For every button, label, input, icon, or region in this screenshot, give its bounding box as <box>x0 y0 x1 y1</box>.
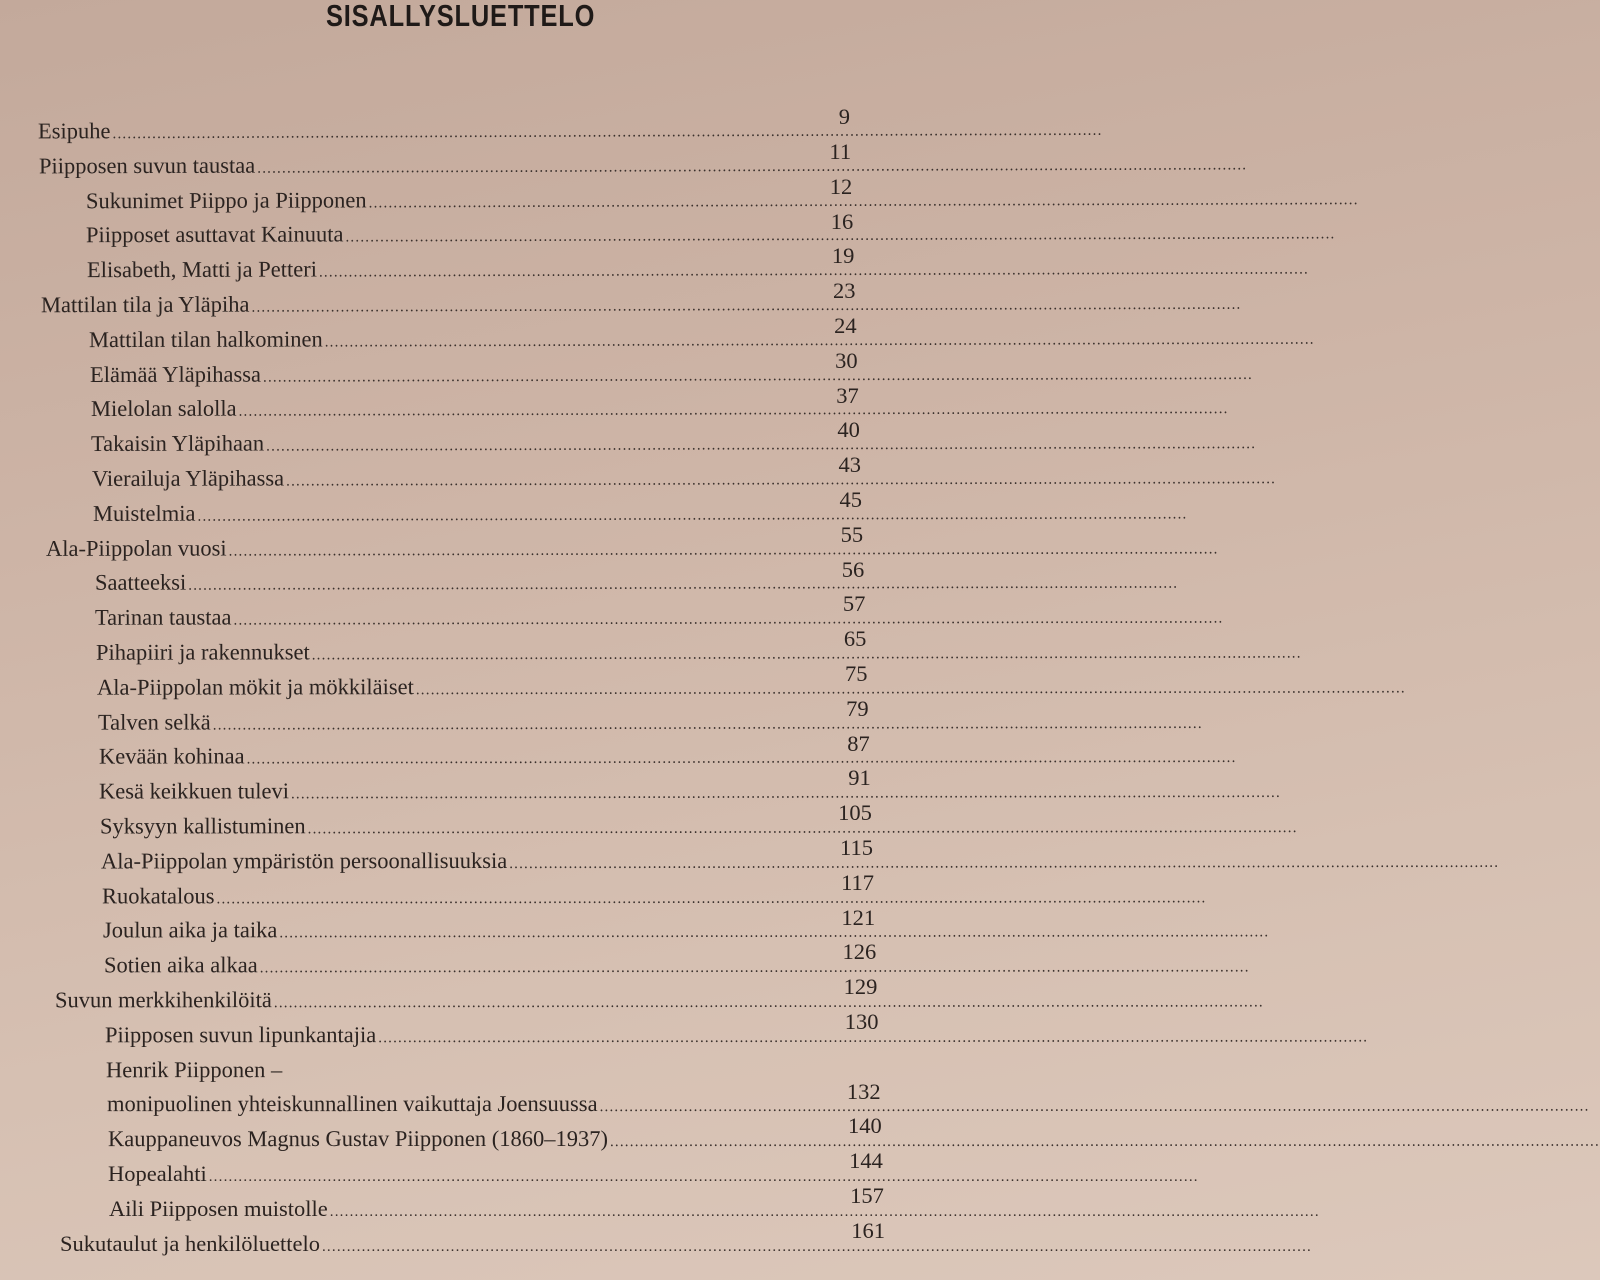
dot-leader: ........................................................................................................................................................................................................ <box>378 1029 1369 1046</box>
toc-entry <box>107 1126 1600 1156</box>
toc-entry <box>100 812 1298 843</box>
toc-entry <box>106 1091 1590 1121</box>
toc-page-number: 45 <box>839 487 863 512</box>
dot-leader: ........................................................................................................................................................................................................ <box>609 1133 1600 1151</box>
toc-page-number: 79 <box>846 695 869 721</box>
dot-leader: ........................................................................................................................................................................................................ <box>415 680 1406 698</box>
toc-entry-title: Ala-Piippolan mökit ja mökkiläiset <box>96 673 414 700</box>
toc-entry-title: Ala-Piippolan vuosi <box>46 535 227 561</box>
toc-entry-title: Pihapiiri ja rakennukset <box>96 639 310 665</box>
dot-leader: ........................................................................................................................................................................................................ <box>216 889 1207 907</box>
toc-entry-title: monipuolinen yhteiskunnallinen vaikuttaja Joensuussa <box>106 1091 598 1117</box>
dot-leader: ........................................................................................................................................................................................................ <box>262 366 1253 386</box>
toc-entry-title: Vierailuja Yläpihassa <box>92 465 285 491</box>
toc-entry-title: Henrik Piipponen – <box>105 1056 283 1082</box>
toc-entry-title: Elisabeth, Matti ja Petteri <box>87 256 318 283</box>
toc-entry-title: Kevään kohinaa <box>98 743 245 769</box>
toc-page-number: 117 <box>841 869 875 895</box>
toc-entry-title: Hopealahti <box>108 1161 208 1187</box>
toc-page-number: 24 <box>834 313 857 338</box>
dot-leader: ........................................................................................................................................................................................................ <box>307 819 1298 838</box>
toc-page-number: 161 <box>851 1217 885 1243</box>
dot-leader: ........................................................................................................................................................................................................ <box>259 959 1250 977</box>
dot-leader: ........................................................................................................................................................................................................ <box>187 575 1178 594</box>
toc-entry <box>95 603 1224 635</box>
dot-leader: ........................................................................................................................................................................................................ <box>212 715 1203 734</box>
dot-leader: ........................................................................................................................................................................................................ <box>345 226 1336 246</box>
dot-leader: ........................................................................................................................................................................................................ <box>209 1168 1200 1186</box>
toc-entry-title: Sukutaulut ja henkilöluettelo <box>60 1230 320 1256</box>
toc-entry <box>97 708 1203 739</box>
dot-leader: ........................................................................................................................................................................................................ <box>311 645 1302 664</box>
dot-leader: ........................................................................................................................................................................................................ <box>246 750 1237 768</box>
dot-leader: ........................................................................................................................................................................................................ <box>233 610 1224 629</box>
toc-page-number: 16 <box>830 208 854 234</box>
toc-page-number: 87 <box>847 730 870 756</box>
toc-entry-title: Saatteeksi <box>94 569 186 596</box>
toc-entry-title: Kauppaneuvos Magnus Gustav Piipponen (1860–1937) <box>107 1126 608 1152</box>
toc-page-number: 11 <box>829 139 852 164</box>
toc-page-number: 121 <box>841 904 876 930</box>
toc-entry <box>98 743 1237 774</box>
toc-page-number: 9 <box>838 104 850 130</box>
toc-page-number: 23 <box>832 278 856 304</box>
toc-page-number: 157 <box>850 1183 884 1208</box>
toc-page-number: 37 <box>836 382 859 408</box>
toc-page-number: 65 <box>843 626 867 652</box>
toc-entry <box>96 638 1302 669</box>
dot-leader: ........................................................................................................................................................................................................ <box>197 506 1188 525</box>
toc-entry <box>85 185 1359 218</box>
toc-page-number: 105 <box>838 800 872 826</box>
toc-page-number: 57 <box>842 591 866 617</box>
toc-page-number: 56 <box>841 556 865 582</box>
toc-entry <box>41 290 1242 322</box>
toc-entry-title: Suvun merkkihenkilöitä <box>55 987 273 1013</box>
toc-entry-title: Mielolan salolla <box>90 396 237 422</box>
toc-page-number: 12 <box>829 173 853 199</box>
toc-page-number: 43 <box>838 452 861 478</box>
toc-entry-title: Sotien aika alkaa <box>103 952 258 978</box>
toc-page-number: 126 <box>842 939 877 965</box>
toc-entry-title: Mattilan tila ja Yläpiha <box>41 291 250 318</box>
dot-leader: ........................................................................................................................................................................................................ <box>274 994 1265 1012</box>
toc-page-number: 132 <box>846 1078 881 1104</box>
toc-entry-title: Muistelmia <box>92 500 196 526</box>
toc-entry-title: Tarinan taustaa <box>95 604 232 630</box>
toc-page-number: 75 <box>845 661 868 686</box>
toc-page-number: 19 <box>831 243 855 269</box>
dot-leader: ........................................................................................................................................................................................................ <box>286 471 1277 490</box>
toc-entry-title: Takaisin Yläpihaan <box>91 430 265 457</box>
toc-page-number: 140 <box>847 1113 882 1139</box>
toc-entry-title: Kesä keikkuen tulevi <box>99 778 290 804</box>
dot-leader: ........................................................................................................................................................................................................ <box>329 1203 1320 1220</box>
toc-entry <box>37 116 1103 149</box>
dot-leader: ........................................................................................................................................................................................................ <box>228 540 1219 560</box>
dot-leader: ........................................................................................................................................................................................................ <box>112 122 1103 143</box>
toc-page-number: 91 <box>848 765 871 791</box>
toc-page-number: 40 <box>837 417 860 443</box>
toc-entry-title: Mattilan tilan halkominen <box>88 326 323 352</box>
toc-entry <box>92 464 1277 496</box>
toc-entry <box>101 847 1500 878</box>
toc-entry <box>106 1056 880 1086</box>
toc-entry <box>91 429 1257 461</box>
toc-entry-title: Sukunimet Piippo ja Piipponen <box>85 186 367 213</box>
toc-entry <box>94 569 1178 601</box>
toc-page-number: 144 <box>849 1148 883 1174</box>
dot-leader: ........................................................................................................................................................................................................ <box>324 331 1315 351</box>
dot-leader: ........................................................................................................................................................................................................ <box>251 296 1242 316</box>
dot-leader: ........................................................................................................................................................................................................ <box>321 1238 1312 1255</box>
toc-entry-title: Esipuhe <box>37 118 111 144</box>
toc-entry <box>86 220 1336 252</box>
toc-entry <box>38 150 1247 183</box>
toc-entry-title: Piipposen suvun taustaa <box>38 152 255 179</box>
toc-page-number: 30 <box>835 347 858 373</box>
toc-page-number: 55 <box>840 521 864 547</box>
dot-leader: ........................................................................................................................................................................................................ <box>291 785 1282 803</box>
toc-entry <box>90 394 1229 426</box>
toc-entry-title: Joulun aika ja taika <box>102 917 278 943</box>
toc-entry-title: Ruokatalous <box>101 882 215 909</box>
toc-entry-title: Elämää Yläpihassa <box>89 361 261 387</box>
toc-entry-title: Ala-Piippolan ympäristön persoonallisuuksia <box>101 847 508 874</box>
toc-page-number: 129 <box>843 974 878 1000</box>
page-title: SISALLYSLUETTELO <box>326 0 596 33</box>
dot-leader: ........................................................................................................................................................................................................ <box>599 1098 1590 1116</box>
toc-entry <box>88 325 1315 357</box>
toc-entry <box>96 673 1406 704</box>
dot-leader: ........................................................................................................................................................................................................ <box>319 261 1310 281</box>
dot-leader: ........................................................................................................................................................................................................ <box>238 401 1229 421</box>
toc-entry-title: Syksyyn kallistuminen <box>100 813 306 839</box>
toc-page-number: 130 <box>844 1009 879 1034</box>
toc-entry-title: Talven selkä <box>97 709 211 735</box>
toc-entry-title: Piipposet asuttavat Kainuuta <box>86 221 344 248</box>
toc-entry <box>87 255 1310 287</box>
toc-page-number: 115 <box>840 835 873 860</box>
toc-entry-title: Piipposen suvun lipunkantajia <box>105 1021 377 1048</box>
dot-leader: ........................................................................................................................................................................................................ <box>266 436 1257 455</box>
dot-leader: ........................................................................................................................................................................................................ <box>279 924 1270 942</box>
toc-entry-title: Aili Piipposen muistolle <box>109 1195 328 1221</box>
toc-entry <box>89 360 1253 392</box>
dot-leader: ........................................................................................................................................................................................................ <box>256 157 1247 177</box>
dot-leader: ........................................................................................................................................................................................................ <box>368 191 1359 211</box>
dot-leader: ........................................................................................................................................................................................................ <box>509 854 1500 872</box>
